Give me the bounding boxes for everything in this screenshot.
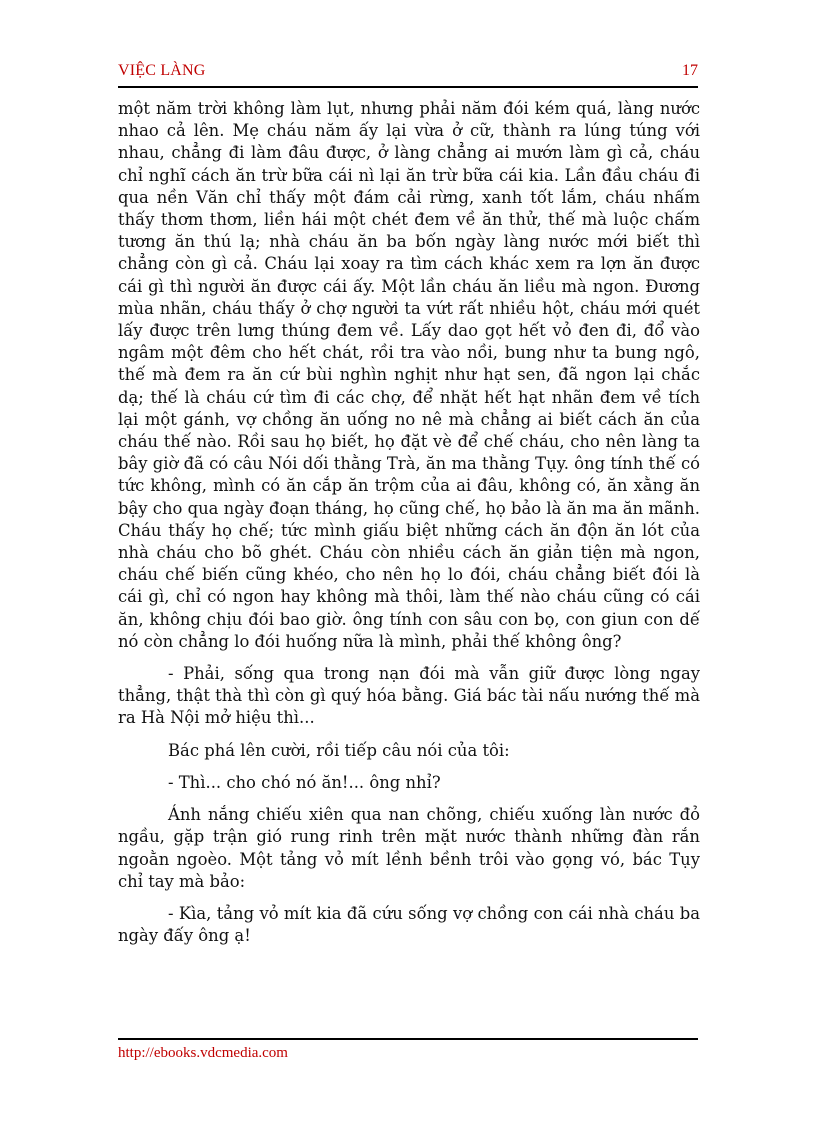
paragraph: - Thì... cho chó nó ăn!... ông nhỉ? — [168, 772, 441, 792]
footer-link[interactable]: http://ebooks.vdcmedia.com — [118, 1045, 288, 1061]
paragraph: một năm trời không làm lụt, nhưng phải năm đói kém quá, làng nước nhao cả lên. Mẹ cháu năm ấy lại vừa ở cữ, thành ra lúng túng với nhau, chẳng đi làm đâu được, ở làng chẳng ai mướn làm gì cả, cháu chỉ nghĩ cách ăn trừ bữa cái nì lại ăn trừ bữa cái kia. Lần đầu cháu đi qua nền Văn chỉ thấy một đám cải rừng, xanh tốt lắm, cháu nhấm thấy thơm thơm, liền hái một chét đem về ăn thử, thế mà luộc chấm tương ăn thú lạ; nhà cháu ăn ba bốn ngày làng nước mới biết thì chẳng còn gì cả. Cháu lại xoay ra tìm cách khác xem ra lợn ăn được cái gì thì người ăn được cái ấy. Một lần cháu ăn liều mà ngon. Đương mùa nhãn, cháu thấy ở chợ người ta vứt rất nhiều hột, cháu mới quét lấy được trên lưng thúng đem về. Lấy dao gọt hết vỏ đen đi, đổ vào ngâm một đêm cho hết chát, rồi tra vào nồi, bung như ta bung ngô, thế mà đem ra ăn cứ bùi nghìn nghịt như hạt sen, đã ngon lại chắc dạ; thế là cháu cứ tìm đi các chợ, để nhặt hết hạt nhãn đem về tích lại một gánh, vợ chồng ăn uống no nê mà chẳng ai biết cách ăn của cháu thế nào. Rồi sau họ biết, họ đặt vè để chế cháu, cho nên làng ta bây giờ đã có câu Nói dối thằng Trà, ăn ma thằng Tụy. ông tính thế có tức không, mình có ăn cắp ăn trộm của ai đâu, không có, ăn xằng ăn bậy cho qua ngày đoạn tháng, họ cũng chế, họ bảo là ăn ma ăn mãnh. Cháu thấy họ chế; tức mình giấu biệt những cách ăn độn ăn lót của nhà cháu cho bõ ghét. Cháu còn nhiều cách ăn giản tiện mà ngon, cháu chế biến cũng khéo, cho nên họ lo đói, cháu chẳng biết đói là cái gì, chỉ có ngon hay không mà thôi, làm thế nào cháu cũng có cái ăn, không chịu đói bao giờ. ông tính con sâu con bọ, con giun con dế nó còn chẳng lo đói huống nữa là mình, phải thế không ông? — [118, 99, 700, 651]
chapter-title: VIỆC LÀNG — [118, 62, 206, 79]
paragraph: Ánh nắng chiếu xiên qua nan chõng, chiếu xuống làn nước đỏ ngầu, gặp trận gió rung rinh trên mặt nước thành những đàn rắn ngoằn ngoèo. Một tảng vỏ mít lềnh bềnh trôi vào gọng vó, bác Tụy chỉ tay mà bảo: — [118, 805, 700, 891]
paragraph: Bác phá lên cười, rồi tiếp câu nói của tôi: — [168, 740, 510, 760]
paragraph: - Kìa, tảng vỏ mít kia đã cứu sống vợ chồng con cái nhà cháu ba ngày đấy ông ạ! — [118, 903, 700, 946]
body-text — [118, 98, 700, 957]
footer-divider — [118, 1038, 698, 1040]
page-number: 17 — [682, 62, 698, 79]
page-header — [118, 60, 698, 88]
paragraph: - Phải, sống qua trong nạn đói mà vẫn giữ được lòng ngay thẳng, thật thà thì còn gì quý hóa bằng. Giá bác tài nấu nướng thế mà ra Hà Nội mở hiệu thì... — [118, 664, 700, 728]
